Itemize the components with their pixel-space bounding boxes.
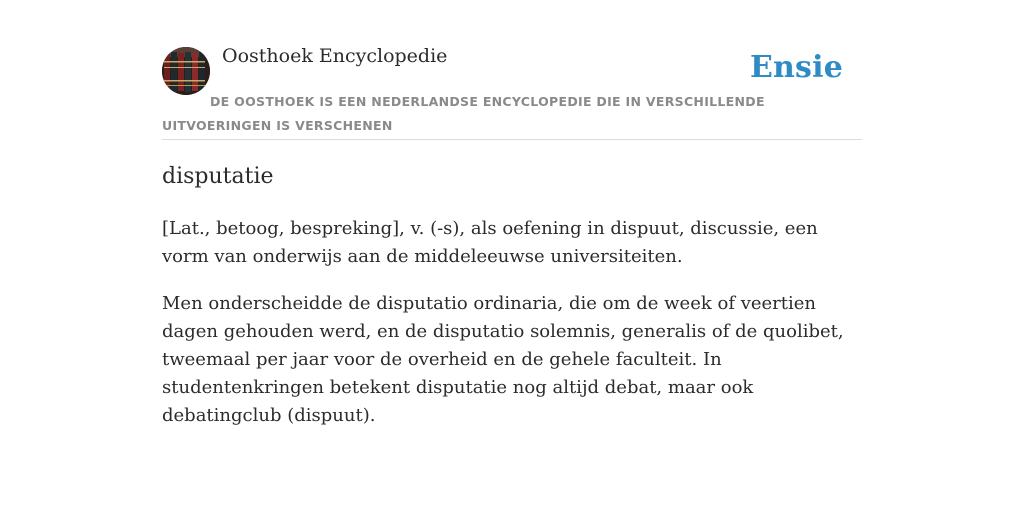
book-spines-avatar-icon[interactable]: [162, 47, 210, 95]
page-container: [162, 0, 862, 426]
site-header: [162, 0, 862, 140]
article-paragraph: Men onderscheidde de disputatio ordinaria, die om de week of veertien dagen gehouden werd, en de disputatio solemnis, generalis of de quolibet, tweemaal per jaar voor de overheid en de gehele faculteit. In studentenkringen betekent disputatie nog altijd debat, maar ook debatingclub (dispuut).: [162, 293, 844, 426]
site-tagline: DE OOSTHOEK IS EEN NEDERLANDSE ENCYCLOPEDIE DIE IN VERSCHILLENDE UITVOERINGEN IS VERSCHENEN: [162, 94, 765, 133]
ensie-logo-link[interactable]: Ensie: [749, 50, 843, 85]
article-title: disputatie: [162, 164, 274, 189]
article-body: [162, 215, 862, 449]
site-name-link[interactable]: Oosthoek Encyclopedie: [222, 45, 448, 67]
article-paragraph: [Lat., betoog, bespreking], v. (-s), als oefening in dispuut, discussie, een vorm van onderwijs aan de middeleeuwse universiteiten.: [162, 218, 818, 267]
